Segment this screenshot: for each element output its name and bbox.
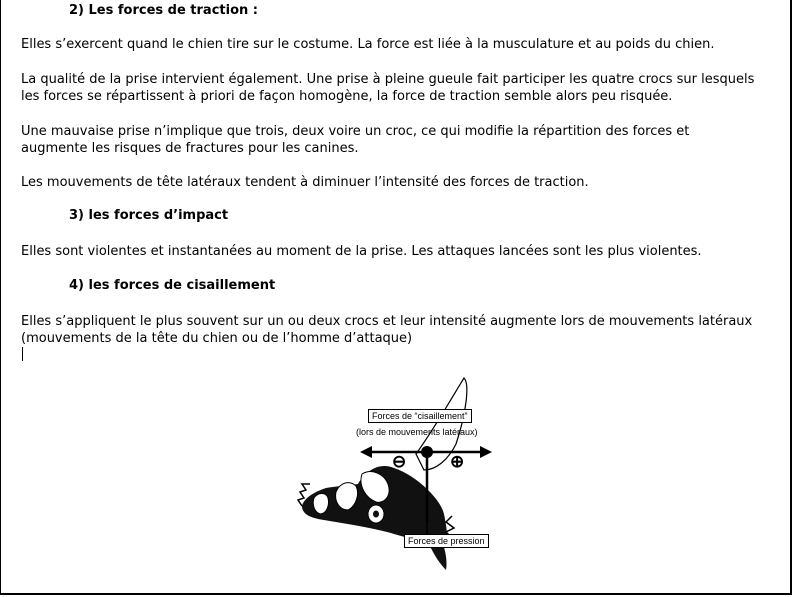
- shear-forces-sublabel: (lors de mouvements latéraux): [356, 427, 478, 437]
- plus-icon: ⊕: [450, 452, 465, 471]
- heading-traction: 2) Les forces de traction :: [69, 3, 258, 18]
- paragraph-line: Une mauvaise prise n’implique que trois, deux voire un croc, ce qui modifie la répartition des forces et: [21, 124, 690, 139]
- left-arrowhead: [360, 446, 372, 458]
- pressure-forces-label: Forces de pression: [404, 534, 489, 548]
- paragraph-traction-2: [21, 71, 781, 105]
- paragraph-impact-1: [21, 243, 781, 260]
- heading-shear: 4) les forces de cisaillement: [69, 278, 276, 293]
- paragraph-line: Elles s’appliquent le plus souvent sur un ou deux crocs et leur intensité augmente lors de mouvements latéraux: [21, 314, 753, 329]
- shear-forces-label: Forces de “cisaillement”: [368, 409, 472, 423]
- paragraph-line: augmente les risques de fractures pour les canines.: [21, 141, 359, 156]
- minus-icon: ⊖: [392, 452, 407, 471]
- paragraph-traction-4: [21, 174, 781, 191]
- paragraph-line: les forces se répartissent à priori de façon homogène, la force de traction semble alors peu risquée.: [21, 89, 673, 104]
- paragraph-traction-3: [21, 123, 781, 157]
- paragraph-line: La qualité de la prise intervient également. Une prise à pleine gueule fait participer les quatre crocs sur lesquels: [21, 72, 755, 87]
- force-origin-dot: [421, 446, 433, 458]
- paragraph-line-text: (mouvements de la tête du chien ou de l’homme d’attaque): [21, 331, 413, 346]
- paragraph-shear-1[interactable]: [21, 313, 781, 361]
- paragraph-line: Elles s’exercent quand le chien tire sur le costume. La force est liée à la musculature et au poids du chien.: [21, 37, 715, 52]
- tooth-shape: [313, 494, 328, 515]
- paragraph-line: Les mouvements de tête latéraux tendent à diminuer l’intensité des forces de traction.: [21, 175, 589, 190]
- heading-impact: 3) les forces d’impact: [69, 208, 229, 223]
- paragraph-traction-1: [21, 36, 781, 53]
- text-cursor: [22, 347, 23, 361]
- paragraph-line-with-caret: [21, 330, 781, 361]
- tooth-pulp-shape: [373, 511, 379, 518]
- dental-forces-figure: [296, 374, 516, 574]
- right-arrowhead: [480, 446, 492, 458]
- paragraph-line: Elles sont violentes et instantanées au moment de la prise. Les attaques lancées sont les plus violentes.: [21, 244, 702, 259]
